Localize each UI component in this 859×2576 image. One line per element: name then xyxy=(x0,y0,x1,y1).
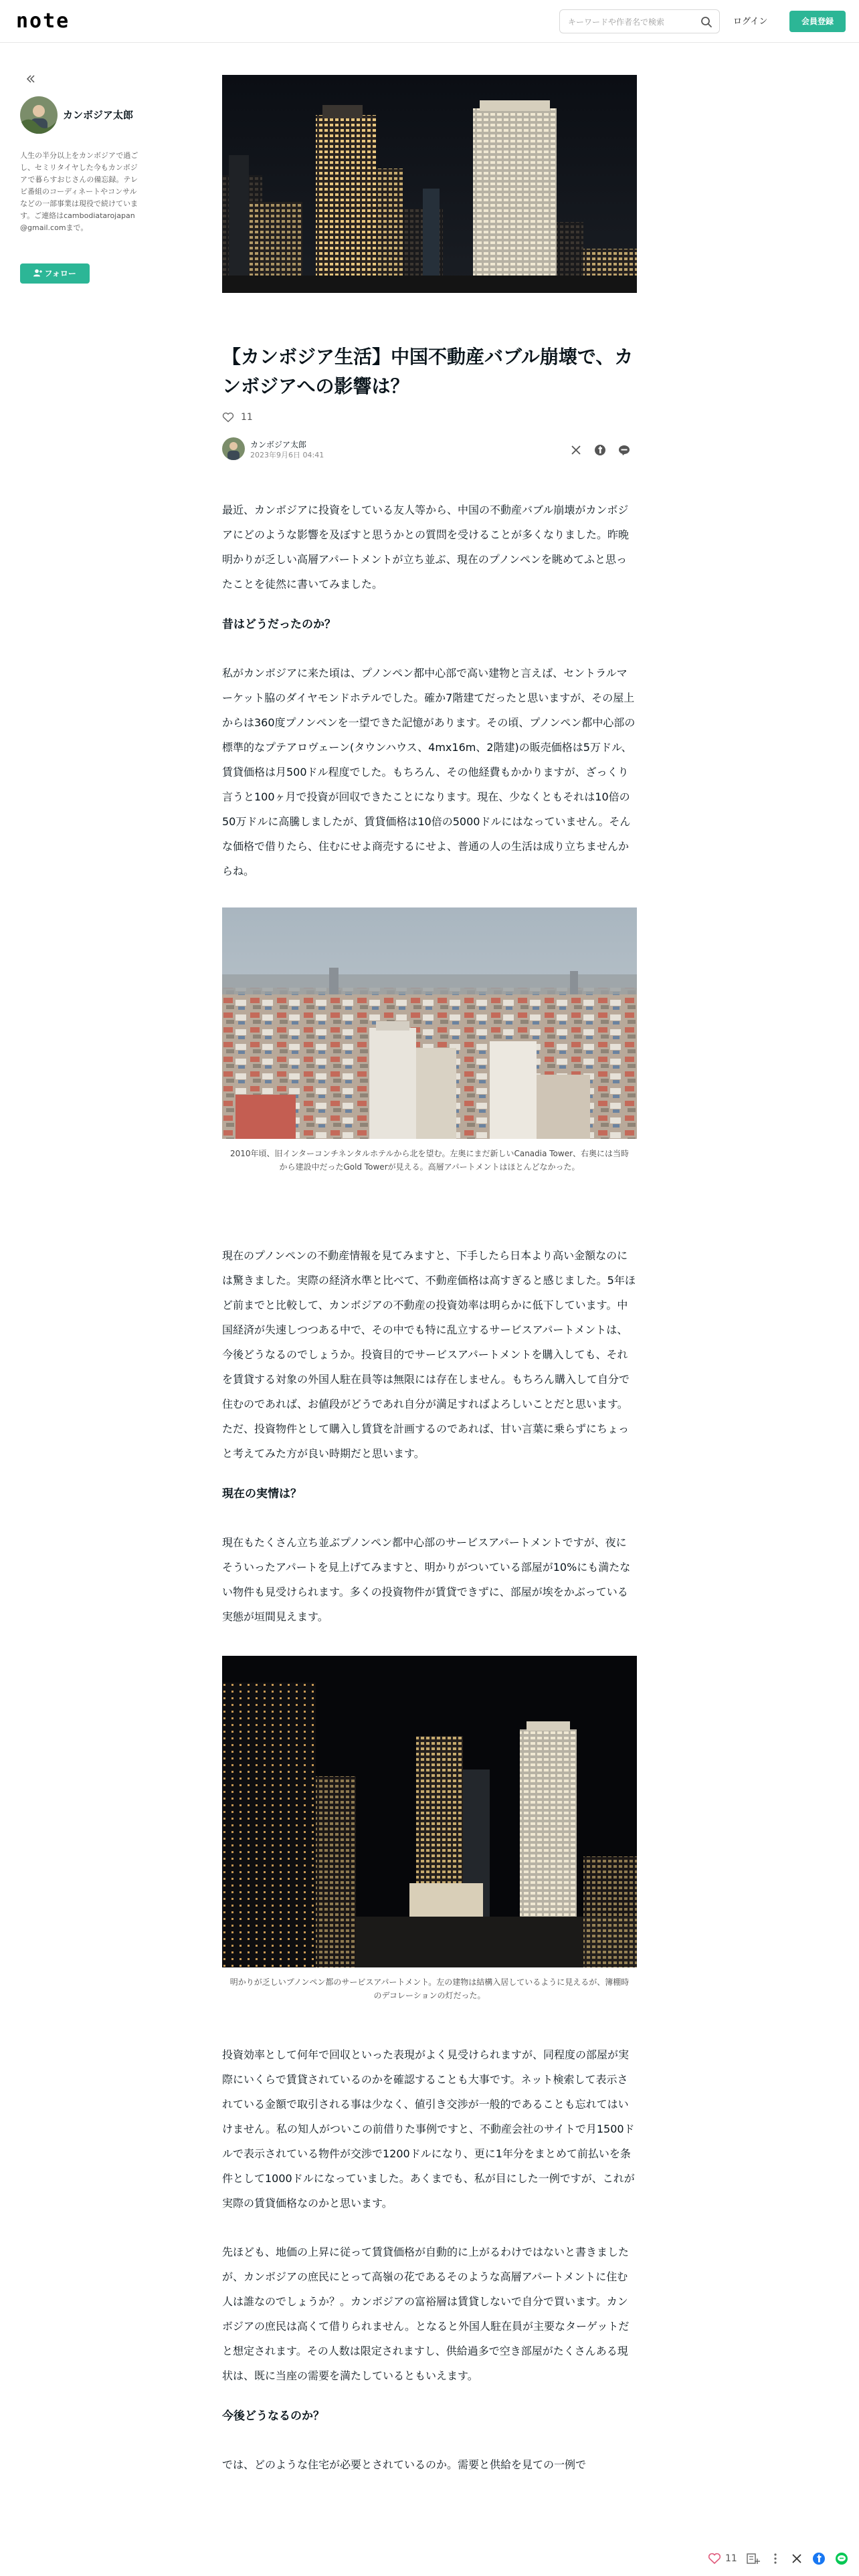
x-share-icon[interactable] xyxy=(791,2553,803,2565)
image-caption: 明かりが乏しいプノンペン都のサービスアパートメント。左の建物は結構入居しているように見えるが、簿棚時のデコレーションの灯だった。 xyxy=(229,1977,630,2000)
author-bio: 人生の半分以上をカンボジアで過ごし、セミリタイヤした今もカンボジアで暮らすおじさんの備忘録。テレビ番組のコーディネートやコンサルなどの一部事業は現役で続けています。ご連絡はcambodiatarojapan@gmail.comまで。 xyxy=(20,151,138,232)
search-icon[interactable] xyxy=(700,16,712,28)
floating-action-bar xyxy=(704,2547,851,2571)
like-count[interactable]: 11 xyxy=(725,2553,737,2564)
like-count[interactable]: 11 xyxy=(241,412,253,423)
heart-icon[interactable] xyxy=(708,2553,721,2565)
note-logo[interactable]: note xyxy=(16,9,70,33)
paragraph: 現在もたくさん立ち並ぶプノンペン都中心部のサービスアパートメントですが、夜にそういったアパートを見上げてみますと、明かりがついている部屋が10%にも満たない物件も見受けられます。多くの投資物件が賃貸できずに、部屋が埃をかぶっている実態が垣間見えます。 xyxy=(222,1536,631,1623)
avatar[interactable] xyxy=(20,96,58,134)
publish-date: 2023年9月6日 04:41 xyxy=(250,451,324,459)
paragraph: では、どのような住宅が必要とされているのか。需要と供給を見ての一例で xyxy=(222,2458,587,2471)
author-avatar[interactable] xyxy=(222,437,245,460)
article-meta xyxy=(222,436,637,463)
author-name[interactable]: カンボジア太郎 xyxy=(250,440,307,449)
sidebar-author-name[interactable]: カンボジア太郎 xyxy=(63,109,134,121)
magazine-add-icon[interactable] xyxy=(747,2553,760,2565)
x-share-icon[interactable] xyxy=(570,444,582,456)
paragraph: 現在のプノンペンの不動産情報を見てみますと、下手したら日本より高い金額なのには驚きました。実際の経済水準と比べて、不動産価格は高すぎると感じました。5年ほど前までと比較して、カンボジアの不動産の投資効率は明らかに低下しています。中国経済が失速しつつある中で、その中でも特に乱立するサービスアパートメントは、今後どうなるのでしょうか。投資目的でサービスアパートメントを購入しても、それを賃貸する対象の外国人駐在員等は無限には存在しません。もちろん購入して自分で住むのであれば、お値段がどうであれ自分が満足すればよろしいことだと思います。ただ、投資物件として購入し賃貸を計画するのであれば、甘い言葉に乗らずにちょっと考えてみた方が良い時期だと思います。 xyxy=(222,1249,636,1460)
site-header xyxy=(0,0,859,43)
article-title: 【カンボジア生活】中国不動産バブル崩壊で、カンボジアへの影響は？ xyxy=(222,346,634,397)
paragraph: 私がカンボジアに来た頃は、プノンペン都中心部で高い建物と言えば、セントラルマーケット脇のダイヤモンドホテルでした。確か7階建てだったと思いますが、その屋上からは360度プノンペンを一望できた記憶があります。その頃、プノンペン都中心部の標準的なプテアロヴェーン(タウンハウス、4mx16m、2階建)の販売価格は5万ドル、賃貸価格は月500ドル程度でした。もちろん、その他経費もかかりますが、ざっくり言うと100ヶ月で投資が回収できたことになります。現在、少なくともそれは10倍の50万ドルに高騰しましたが、賃貸価格は10倍の5000ドルにはなっていません。そんな価格で借りたら、住むにせよ商売するにせよ、普通の人の生活は成り立ちませんからね。 xyxy=(222,667,636,877)
login-link[interactable]: ログイン xyxy=(733,17,768,27)
facebook-share-icon[interactable] xyxy=(594,444,606,456)
add-user-icon xyxy=(33,269,42,277)
paragraph: 最近、カンボジアに投資をしている友人等から、中国の不動産バブル崩壊がカンボジアにどのような影響を及ぼすと思うかとの質問を受けることが多くなりました。昨晩明かりが乏しい高層アパートメントが立ち並ぶ、現在のプノンペンを眺めてふと思ったことを徒然に書いてみました。 xyxy=(222,504,630,591)
paragraph: 先ほども、地価の上昇に従って賃貸価格が自動的に上がるわけではないと書きましたが、カンボジアの庶民にとって高嶺の花であるそのような高層アパートメントに住む人は誰なのでしょうか？。カンボジアの富裕層は賃貸しないで自分で買います。カンボジアの庶民は高くて借りられません。となると外国人駐在員が主要なターゲットだと想定されます。その人数は限定されますし、供給過多で空き部屋がたくさんある現状は、既に当座の需要を満たしているともいえます。 xyxy=(222,2246,630,2382)
facebook-share-icon[interactable] xyxy=(812,2552,826,2565)
search-box[interactable] xyxy=(559,9,720,33)
collapse-sidebar-icon[interactable] xyxy=(24,72,37,86)
article xyxy=(222,75,637,2477)
like-row xyxy=(222,409,637,425)
sidebar-author[interactable] xyxy=(20,96,147,134)
section-heading: 現在の実情は？ xyxy=(222,1487,302,1501)
search-input[interactable] xyxy=(568,15,699,29)
section-heading: 昔はどうだったのか？ xyxy=(222,618,336,631)
article-image xyxy=(222,907,637,1139)
line-share-icon[interactable] xyxy=(618,444,630,456)
article-image xyxy=(222,1656,637,1967)
hero-image xyxy=(222,75,637,293)
paragraph: 投資効率として何年で回収といった表現がよく見受けられますが、同程度の部屋が実際にいくらで賃貸されているのかを確認することも大事です。ネット検索して表示されている金額で取引される事は少なく、値引き交渉が一般的であることも忘れてはいけません。私の知人がついこの前借りた事例ですと、不動産会社のサイトで月1500ドルで表示されている物件が交渉で1200ドルになり、更に1年分をまとめて前払いを条件として1000ドルになっていました。あくまでも、私が目にした一例ですが、これが実際の賃貸価格なのかと思います。 xyxy=(222,2048,635,2210)
follow-button[interactable] xyxy=(20,263,90,284)
signup-button[interactable]: 会員登録 xyxy=(789,11,846,32)
image-caption: 2010年頃、旧インターコンチネンタルホテルから北を望む。左奥にまだ新しいCanadia Tower、右奥には当時から建設中だったGold Towerが見える。高層アパートメントはほとんどなかった。 xyxy=(229,1149,630,1172)
section-heading: 今後どうなるのか？ xyxy=(222,2409,324,2423)
heart-icon[interactable] xyxy=(222,412,234,423)
line-share-icon[interactable] xyxy=(835,2552,848,2565)
more-icon[interactable] xyxy=(769,2553,781,2565)
follow-label: フォロー xyxy=(44,269,76,278)
